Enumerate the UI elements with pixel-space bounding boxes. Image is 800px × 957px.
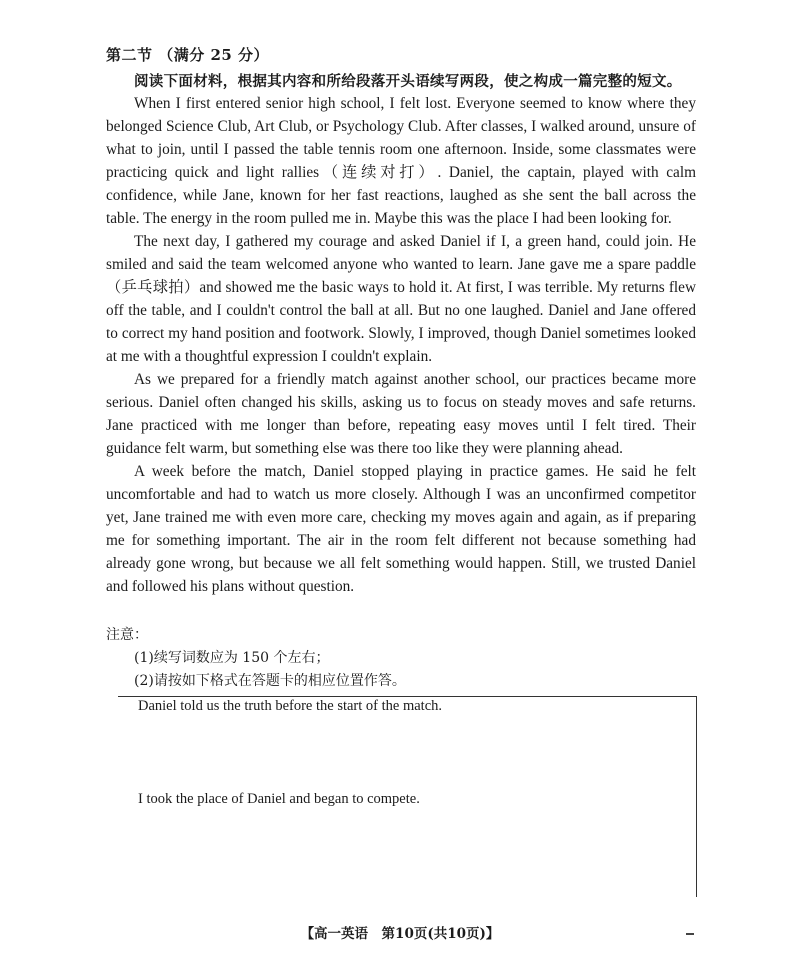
passage-paragraph: A week before the match, Daniel stopped playing in practice games. He said he felt uncomfortable and had to watch us more closely. Although I was an unconfirmed competitor yet, Jane trained me with even more care, checking my moves again and again, as if preparing me for something important. The air in the room felt different not because something had already gone wrong, but because we all felt something would happen. Still, we trusted Daniel and followed his plans without question. xyxy=(106,463,696,595)
passage-paragraph: As we prepared for a friendly match against another school, our practices became more serious. Daniel often changed his skills, asking us to focus on steady moves and safe returns. Jane practiced with me longer than before, repeating easy moves until I felt tired. Their guidance felt warm, but something else was there too like they were planning ahead. xyxy=(106,371,696,457)
paragraph-opening-1: Daniel told us the truth before the start of the match. xyxy=(138,698,443,714)
passage-paragraph: The next day, I gathered my courage and asked Daniel if I, a green hand, could join. He smiled and said the team welcomed anyone who wanted to learn. Jane gave me a spare paddle（乒乓球拍）and showed me the basic ways to hold it. At first, I was terrible. My returns flew off the table, and I couldn't control the ball at all. But no one laughed. Daniel and Jane offered to correct my hand position and footwork. Slowly, I improved, though Daniel sometimes looked at me with a thoughtful expression I couldn't explain. xyxy=(106,233,696,365)
passage-paragraph: When I first entered senior high school, I felt lost. Everyone seemed to know where they belonged Science Club, Art Club, or Psychology Club. After classes, I walked around, unsure of what to join, until I passed the table tennis room one afternoon. Inside, some classmates were practicing quick and light rallies（连续对打）. Daniel, the captain, played with calm confidence, while Jane, known for her fast reactions, laughed as she sent the ball across the table. The energy in the room pulled me in. Maybe this was the place I had been looking for. xyxy=(106,95,696,227)
notes-label: 注意： xyxy=(106,627,148,643)
task-instruction: 阅读下面材料，根据其内容和所给段落开头语续写两段，使之构成一篇完整的短文。 xyxy=(134,73,682,90)
page-corner-mark xyxy=(686,933,694,935)
note-item: (2)请按如下格式在答题卡的相应位置作答。 xyxy=(134,673,406,689)
page-footer: 【高一英语 第10页(共10页)】 xyxy=(300,926,500,942)
reading-passage xyxy=(106,92,696,598)
paragraph-opening-2: I took the place of Daniel and began to compete. xyxy=(138,791,420,807)
section-title: 第二节 （满分 25 分） xyxy=(106,46,270,64)
notes-section xyxy=(106,624,406,693)
note-item: (1)续写词数应为 150 个左右； xyxy=(134,650,330,666)
